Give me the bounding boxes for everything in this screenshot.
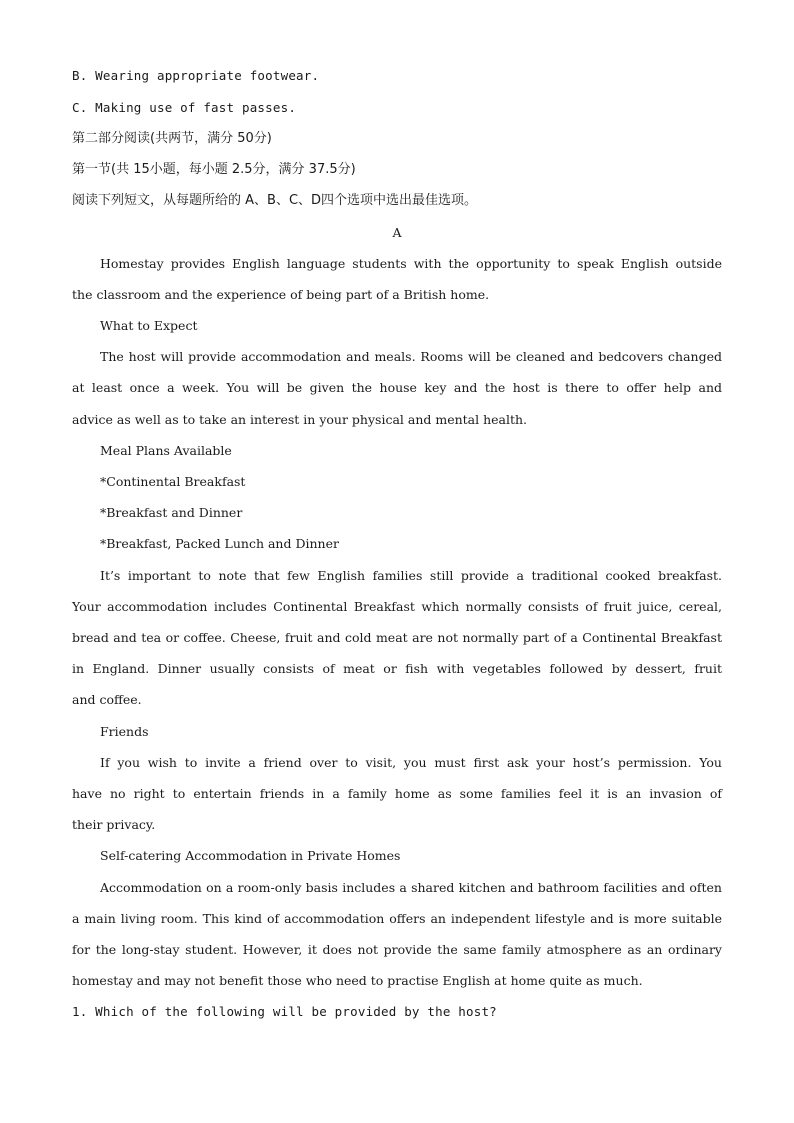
heading-self-catering: Self-catering Accommodation in Private Homes [100, 848, 401, 863]
friends-line-2: have no right to entertain friends in a family home as some families feel it is an invasion of [72, 786, 722, 801]
meal-item: *Breakfast, Packed Lunch and Dinner [100, 536, 339, 551]
heading-meal-plans: Meal Plans Available [100, 443, 232, 458]
heading-what-to-expect: What to Expect [100, 318, 198, 333]
friends-line-3: their privacy. [72, 817, 156, 832]
self-line-2: a main living room. This kind of accommodation offers an independent lifestyle and is more suitable [72, 911, 722, 926]
instruction: 阅读下列短文，从每题所给的 A、B、C、D四个选项中选出最佳选项。 [72, 193, 478, 208]
friends-line-1: If you wish to invite a friend over to visit, you must first ask your host’s permission. You [100, 755, 722, 770]
option-b: B. Wearing appropriate footwear. [72, 68, 320, 83]
meals-line-1: It’s important to note that few English families still provide a traditional cooked breakfast. [100, 568, 722, 583]
part-title: 第二部分阅读(共两节，满分 50分) [72, 131, 272, 146]
option-c: C. Making use of fast passes. [72, 100, 297, 115]
meal-item: *Breakfast and Dinner [100, 505, 243, 520]
passage-label: A [392, 225, 402, 240]
meals-line-5: and coffee. [72, 692, 142, 707]
expect-line-2: at least once a week. You will be given the house key and the host is there to offer help and [72, 380, 722, 395]
self-line-3: for the long-stay student. However, it does not provide the same family atmosphere as an ordinary [72, 942, 722, 957]
question-1: 1. Which of the following will be provided by the host? [72, 1004, 497, 1019]
heading-friends: Friends [100, 724, 149, 739]
self-line-4: homestay and may not benefit those who need to practise English at home quite as much. [72, 973, 643, 988]
meals-line-3: bread and tea or coffee. Cheese, fruit and cold meat are not normally part of a Continental Breakfast [72, 630, 722, 645]
intro-line-1: Homestay provides English language students with the opportunity to speak English outside [100, 256, 722, 271]
meal-item: *Continental Breakfast [100, 474, 246, 489]
self-line-1: Accommodation on a room-only basis includes a shared kitchen and bathroom facilities and often [100, 880, 722, 895]
intro-line-2: the classroom and the experience of being part of a British home. [72, 287, 490, 302]
meals-line-4: in England. Dinner usually consists of meat or fish with vegetables followed by dessert, fruit [72, 661, 722, 676]
expect-line-1: The host will provide accommodation and meals. Rooms will be cleaned and bedcovers changed [100, 349, 722, 364]
expect-line-3: advice as well as to take an interest in your physical and mental health. [72, 412, 528, 427]
meals-line-2: Your accommodation includes Continental Breakfast which normally consists of fruit juice, cereal, [72, 599, 722, 614]
section-subtitle: 第一节(共 15小题，每小题 2.5分，满分 37.5分) [72, 162, 356, 177]
